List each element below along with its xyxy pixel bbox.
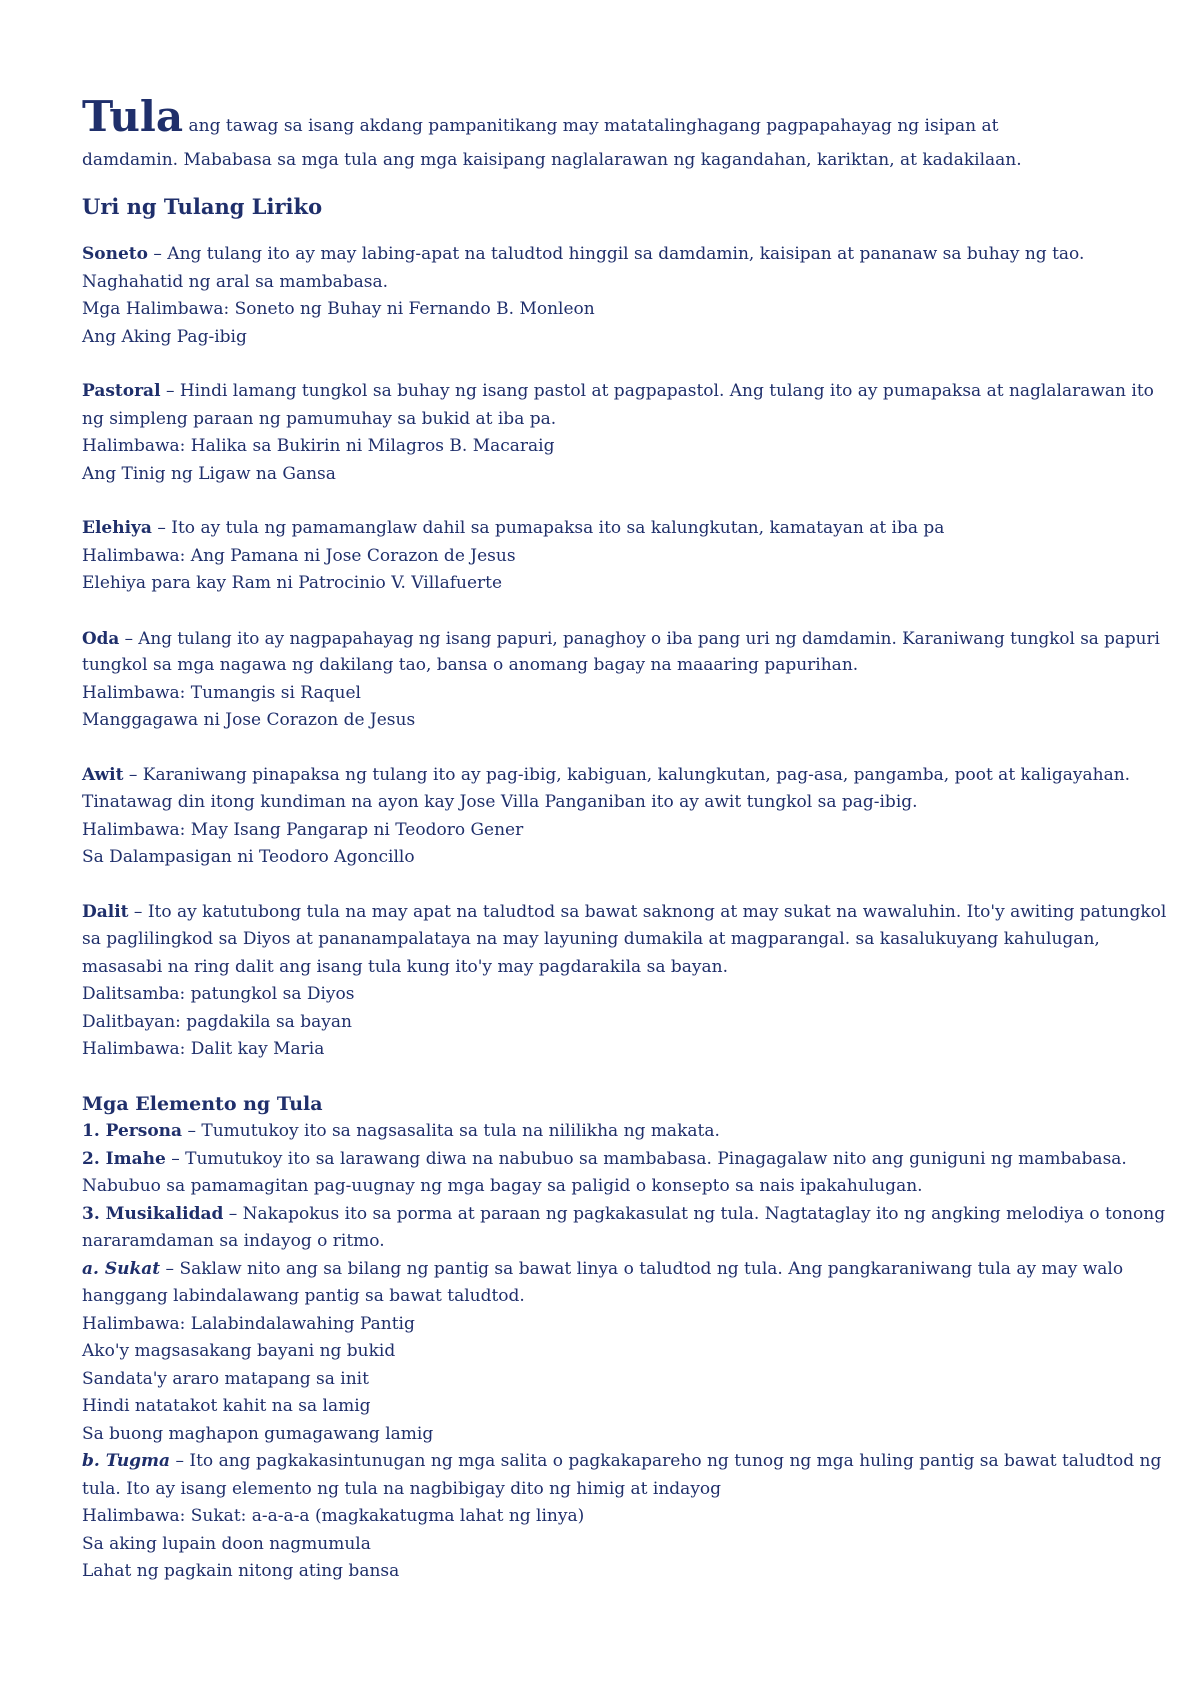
element-musikalidad [82,1201,1172,1229]
element-imahe [82,1146,1172,1174]
awit-line: Tinatawag din itong kundiman na ayon kay Jose Villa Panganiban ito ay awit tungkol sa pag-ibig. [82,792,918,812]
section-awit [82,762,1172,872]
soneto-line: Naghahatid ng aral sa mambabasa. [82,271,389,292]
term-oda: Oda [82,627,120,648]
musikalidad-definition: – Nakapokus ito sa porma at paraan ng pagkakasulat ng tula. Nagtataglay ito ng angking melodiya o tonong [223,1203,1166,1224]
label-imahe: 2. Imahe [82,1148,166,1169]
sukat-line: Sa buong maghapon gumagawang lamig [82,1423,434,1444]
pastoral-line: ng simpleng paraan ng pamumuhay sa bukid at iba pa. [82,408,557,429]
intro-title-word: Tula [82,92,184,141]
section-pastoral [82,378,1172,488]
sukat-line: hanggang labindalawang pantig sa bawat taludtod. [82,1286,525,1306]
elehiya-line: Halimbawa: Ang Pamana ni Jose Corazon de Jesus [82,545,516,566]
awit-definition: – Karaniwang pinapaksa ng tulang ito ay pag-ibig, kabiguan, kalungkutan, pag-asa, pangamba, poot at kaligayahan. [123,764,1131,785]
soneto-line: Ang Aking Pag-ibig [82,326,247,347]
section-dalit [82,899,1172,1064]
section-oda [82,625,1172,735]
dalit-line: Halimbawa: Dalit kay Maria [82,1039,325,1059]
soneto-line: Mga Halimbawa: Soneto ng Buhay ni Fernando B. Monleon [82,299,595,319]
tugma-definition: – Ito ang pagkakasintunugan ng mga salita o pagkakapareho ng tunog ng mga huling pantig sa bawat taludtod ng [170,1451,1162,1471]
intro-line-1: ang tawag sa isang akdang pampanitikang may matatalinghagang pagpapahayag ng isipan at [183,116,999,136]
pastoral-first-line [82,378,1172,406]
term-elehiya: Elehiya [82,518,152,538]
element-persona [82,1118,1172,1146]
sukat-line: Hindi natatakot kahit na sa lamig [82,1396,371,1416]
tugma-line: Lahat ng pagkain nitong ating bansa [82,1561,400,1581]
tugma-line: tula. Ito ay isang elemento ng tula na nagbibigay dito ng himig at indayog [82,1478,722,1499]
heading-uri-ng-tulang-liriko: Uri ng Tulang Liriko [82,194,323,219]
dalit-line: sa paglilingkod sa Diyos at pananampalataya na may layuning dumakila at magparangal. sa kasalukuyang kahulugan, [82,929,1100,949]
dalit-definition: – Ito ay katutubong tula na may apat na taludtod sa bawat saknong at may sukat na wawaluhin. Ito'y awiting patungkol [128,901,1167,922]
term-awit: Awit [82,764,124,785]
section-mga-elemento [82,1091,1172,1586]
sukat-definition: – Saklaw nito ang sa bilang ng pantig sa bawat linya o taludtod ng tula. Ang pangkaraniwang tula ay may walo [160,1258,1124,1279]
dalit-line: Dalitbayan: pagdakila sa bayan [82,1011,352,1032]
sukat-line: Ako'y magsasakang bayani ng bukid [82,1341,396,1361]
elehiya-first-line [82,515,1172,543]
tugma-line: Halimbawa: Sukat: a-a-a-a (magkakatugma lahat ng linya) [82,1506,585,1526]
label-tugma: b. Tugma [82,1451,171,1471]
oda-definition: – Ang tulang ito ay nagpapahayag ng isang papuri, panaghoy o iba pang uri ng damdamin. Karaniwang tungkol sa papuri [119,627,1160,648]
persona-definition: – Tumutukoy ito sa nagsasalita sa tula na nililikha ng makata. [182,1121,720,1141]
term-dalit: Dalit [82,901,129,922]
pastoral-line: Ang Tinig ng Ligaw na Gansa [82,463,336,484]
soneto-definition: – Ang tulang ito ay may labing-apat na taludtod hinggil sa damdamin, kaisipan at pananaw sa buhay ng tao. [147,244,1085,264]
imahe-definition: – Tumutukoy ito sa larawang diwa na nabubuo sa mambabasa. Pinagagalaw nito ang guniguni ng mambabasa. [165,1148,1127,1169]
imahe-line-2: Nabubuo sa pamamagitan pag-uugnay ng mga bagay sa paligid o konsepto sa nais ipakahulugan. [82,1176,923,1196]
term-soneto: Soneto [82,244,148,264]
element-tugma [82,1448,1172,1476]
section-soneto [82,241,1172,351]
sukat-line: Sandata'y araro matapang sa init [82,1368,369,1389]
document-page [82,92,1172,1586]
element-sukat [82,1256,1172,1284]
elehiya-definition: – Ito ay tula ng pamamanglaw dahil sa pumapaksa ito sa kalungkutan, kamatayan at iba pa [151,518,945,538]
oda-first-line [82,625,1172,653]
label-sukat: a. Sukat [82,1258,161,1279]
soneto-first-line [82,241,1172,269]
dalit-first-line [82,899,1172,927]
tugma-line: Sa aking lupain doon nagmumula [82,1533,371,1554]
label-persona: 1. Persona [82,1121,183,1141]
intro-line-2: damdamin. Mababasa sa mga tula ang mga kaisipang naglalarawan ng kagandahan, kariktan, at kadakilaan. [82,150,1022,170]
dalit-line: Dalitsamba: patungkol sa Diyos [82,984,355,1004]
label-musikalidad: 3. Musikalidad [82,1203,224,1224]
oda-line: Manggagawa ni Jose Corazon de Jesus [82,710,416,730]
oda-line: tungkol sa mga nagawa ng dakilang tao, bansa o anomang bagay na maaaring papurihan. [82,655,859,675]
awit-first-line [82,762,1172,790]
sukat-line: Halimbawa: Lalabindalawahing Pantig [82,1313,415,1334]
oda-line: Halimbawa: Tumangis si Raquel [82,682,361,703]
awit-line: Halimbawa: May Isang Pangarap ni Teodoro Gener [82,819,524,840]
pastoral-line: Halimbawa: Halika sa Bukirin ni Milagros B. Macaraig [82,436,555,456]
dalit-line: masasabi na ring dalit ang isang tula kung ito'y may pagdarakila sa bayan. [82,956,728,977]
musikalidad-line-2: nararamdaman sa indayog o ritmo. [82,1231,385,1251]
intro-paragraph [82,92,1172,177]
awit-line: Sa Dalampasigan ni Teodoro Agoncillo [82,847,415,867]
elehiya-line: Elehiya para kay Ram ni Patrocinio V. Villafuerte [82,573,503,593]
heading-mga-elemento-ng-tula: Mga Elemento ng Tula [82,1092,323,1115]
pastoral-definition: – Hindi lamang tungkol sa buhay ng isang pastol at pagpapastol. Ang tulang ito ay pumapaksa at naglalarawan ito [160,381,1154,401]
term-pastoral: Pastoral [82,381,161,401]
section-elehiya [82,515,1172,598]
